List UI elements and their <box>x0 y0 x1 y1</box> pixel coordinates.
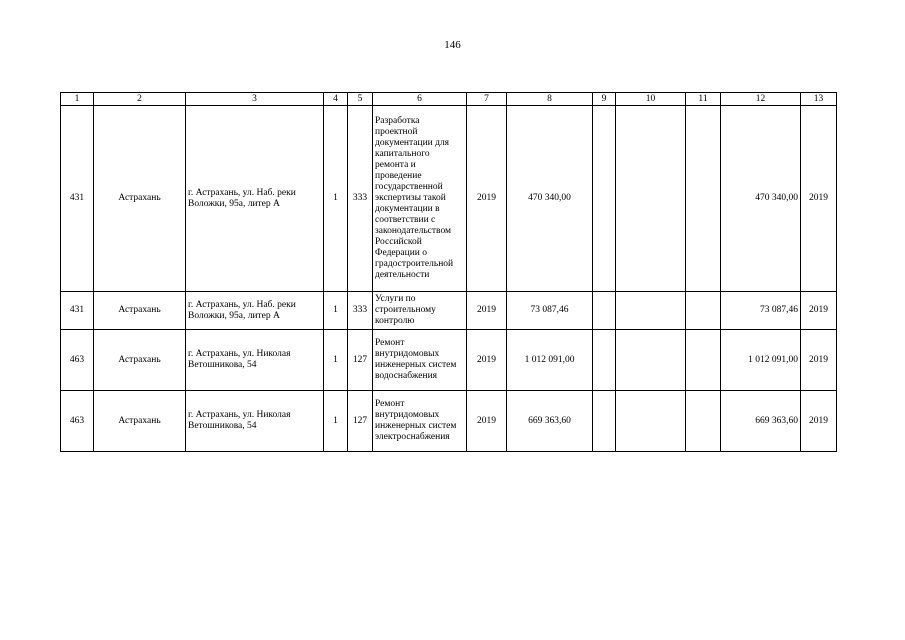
col13-cell: 2019 <box>801 391 837 452</box>
address-cell: г. Астрахань, ул. Николая Ветошникова, 54 <box>186 391 324 452</box>
table-row <box>61 330 837 391</box>
column-header: 8 <box>507 93 593 106</box>
total-cost-cell: 73 087,46 <box>507 292 593 330</box>
col12-cell: 669 363,60 <box>721 391 801 452</box>
col12-cell: 73 087,46 <box>721 292 801 330</box>
table-row <box>61 106 837 292</box>
row-number-cell: 463 <box>61 330 94 391</box>
column-header: 5 <box>348 93 373 106</box>
register-table <box>60 92 837 452</box>
col5-cell: 333 <box>348 106 373 292</box>
page-number: 146 <box>444 39 461 51</box>
col4-cell: 1 <box>324 391 348 452</box>
col5-cell: 333 <box>348 292 373 330</box>
column-number-row <box>61 93 837 106</box>
col11-cell <box>686 330 721 391</box>
row-number-cell: 431 <box>61 292 94 330</box>
column-header: 1 <box>61 93 94 106</box>
column-header: 13 <box>801 93 837 106</box>
city-cell: Астрахань <box>94 292 186 330</box>
col9-cell <box>593 106 616 292</box>
work-type-cell: Ремонт внутридомовых инженерных систем электроснабжения <box>373 391 467 452</box>
col5-cell: 127 <box>348 391 373 452</box>
year-cell: 2019 <box>467 330 507 391</box>
work-type-cell: Услуги по строительному контролю <box>373 292 467 330</box>
col11-cell <box>686 391 721 452</box>
total-cost-cell: 1 012 091,00 <box>507 330 593 391</box>
col5-cell: 127 <box>348 330 373 391</box>
total-cost-cell: 669 363,60 <box>507 391 593 452</box>
row-number-cell: 463 <box>61 391 94 452</box>
col13-cell: 2019 <box>801 106 837 292</box>
year-cell: 2019 <box>467 292 507 330</box>
column-header: 12 <box>721 93 801 106</box>
col4-cell: 1 <box>324 330 348 391</box>
column-header: 3 <box>186 93 324 106</box>
column-header: 11 <box>686 93 721 106</box>
work-type-cell: Разработка проектной документации для капитального ремонта и проведение государственной экспертизы такой документации в соответствии с законодательством Российской Федерации о градостроительной деятельности <box>373 106 467 292</box>
col9-cell <box>593 292 616 330</box>
column-header: 7 <box>467 93 507 106</box>
col10-cell <box>616 330 686 391</box>
col12-cell: 1 012 091,00 <box>721 330 801 391</box>
work-type-cell: Ремонт внутридомовых инженерных систем водоснабжения <box>373 330 467 391</box>
col10-cell <box>616 106 686 292</box>
column-header: 10 <box>616 93 686 106</box>
city-cell: Астрахань <box>94 330 186 391</box>
col13-cell: 2019 <box>801 292 837 330</box>
city-cell: Астрахань <box>94 391 186 452</box>
col4-cell: 1 <box>324 106 348 292</box>
table-row <box>61 391 837 452</box>
year-cell: 2019 <box>467 106 507 292</box>
table-row <box>61 292 837 330</box>
col9-cell <box>593 330 616 391</box>
column-header: 9 <box>593 93 616 106</box>
row-number-cell: 431 <box>61 106 94 292</box>
col10-cell <box>616 292 686 330</box>
total-cost-cell: 470 340,00 <box>507 106 593 292</box>
column-header: 2 <box>94 93 186 106</box>
col4-cell: 1 <box>324 292 348 330</box>
col12-cell: 470 340,00 <box>721 106 801 292</box>
address-cell: г. Астрахань, ул. Наб. реки Воложки, 95а, литер А <box>186 106 324 292</box>
col11-cell <box>686 292 721 330</box>
col11-cell <box>686 106 721 292</box>
column-header: 4 <box>324 93 348 106</box>
city-cell: Астрахань <box>94 106 186 292</box>
address-cell: г. Астрахань, ул. Николая Ветошникова, 54 <box>186 330 324 391</box>
year-cell: 2019 <box>467 391 507 452</box>
address-cell: г. Астрахань, ул. Наб. реки Воложки, 95а, литер А <box>186 292 324 330</box>
col13-cell: 2019 <box>801 330 837 391</box>
col9-cell <box>593 391 616 452</box>
column-header: 6 <box>373 93 467 106</box>
col10-cell <box>616 391 686 452</box>
